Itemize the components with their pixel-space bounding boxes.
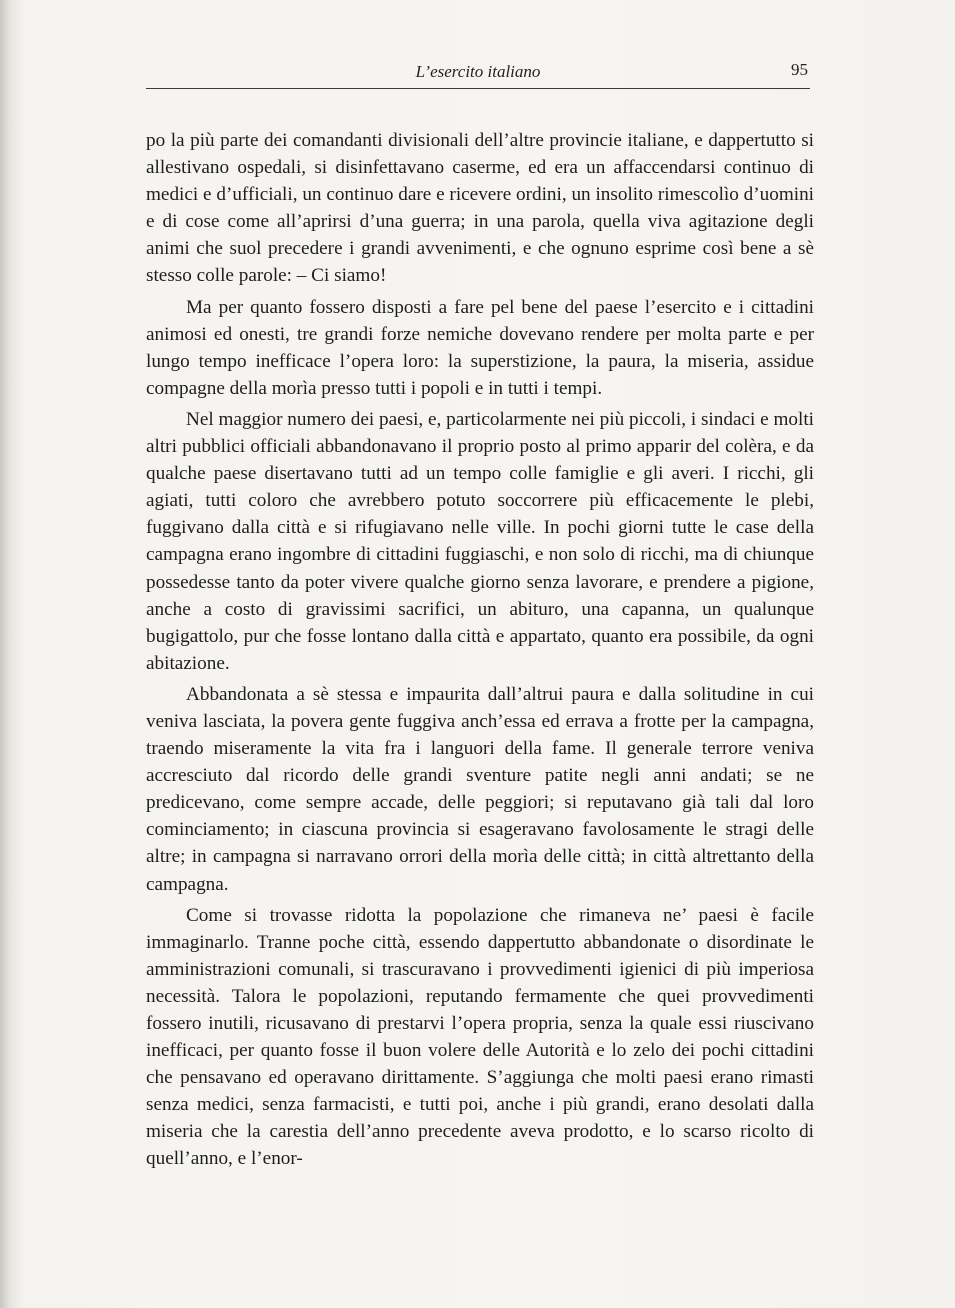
body-text: [146, 127, 814, 1173]
running-header: [146, 60, 810, 89]
paragraph-5: Come si trovasse ridotta la popolazione che rimaneva ne’ paesi è facile immaginarlo. Tranne poche città, essendo dappertutto abbandonate o disordinate le amministrazioni comunali, si trascuravano i provvedimenti igienici di più imperiosa necessità. Talora le popolazioni, reputando fermamente che quei provvedimenti fossero inutili, ricusavano di prestarvi l’opera propria, senza la quale essi riuscivano inefficaci, per quanto fosse il buon volere delle Autorità e lo zelo dei pochi cittadini che pensavano ed operavano dirittamente. S’aggiunga che molti paesi erano rimasti senza medici, senza farmacisti, e tutti poi, anche i più grandi, erano desolati dalla miseria che la carestia dell’anno precedente aveva prodotto, e lo scarso ricolto di quell’anno, e l’enor-: [146, 904, 814, 1170]
running-title: L’esercito italiano: [415, 62, 541, 81]
paragraph-2: Ma per quanto fossero disposti a fare pel bene del paese l’esercito e i cittadini animosi ed onesti, tre grandi forze nemiche dovevano rendere per molta parte e per lungo tempo inefficace l’opera loro: la superstizione, la paura, la miseria, assidue compagne della morìa presso tutti i popoli e in tutti i tempi.: [146, 296, 814, 399]
paragraph-3: Nel maggior numero dei paesi, e, particolarmente nei più piccoli, i sindaci e molti altri pubblici officiali abbandonavano il proprio posto al primo apparir del colèra, e da qualche paese disertavano tutti ad un tempo colle famiglie e gli averi. I ricchi, gli agiati, tutti coloro che avrebbero potuto soccorrere più efficacemente le plebi, fuggivano dalla città e si rifugiavano nelle ville. In pochi giorni tutte le case della campagna erano ingombre di cittadini fuggiaschi, e non solo di ricchi, ma di chiunque possedesse tanto da poter vivere qualche giorno senza lavorare, e prendere a pigione, anche a costo di gravissimi sacrifici, un abituro, una capanna, un qualunque bugigattolo, pur che fosse lontano dalla città e appartato, quanto era possibile, da ogni abitazione.: [146, 408, 814, 674]
paragraph-1: po la più parte dei comandanti divisionali dell’altre provincie italiane, e dappertutto si allestivano ospedali, si disinfettavano caserme, ed era un affaccendarsi continuo di medici e d’ufficiali, un continuo dare e ricevere ordini, un insolito rimescolìo d’uomini e di cose come all’aprirsi d’una guerra; in una parola, quella viva agitazione degli animi che suol precedere i grandi avvenimenti, e che ognuno esprime così bene a sè stesso colle parole: – Ci siamo!: [146, 130, 814, 287]
paragraph-4: Abbandonata a sè stessa e impaurita dall’altrui paura e dalla solitudine in cui veniva lasciata, la povera gente fuggiva anch’essa ed errava a frotte per la campagna, traendo miseramente la vita fra i languori della fame. Il generale terrore veniva accresciuto dal ricordo delle grandi sventure patite negli anni andati; se ne predicevano, come sempre accade, delle peggiori; si reputavano già tali dal loro cominciamento; in ciascuna provincia si esageravano favolosamente le stragi delle altre; in campagna si narravano orrori della morìa delle città; in città altrettanto della campagna.: [146, 683, 814, 895]
page-number: 95: [791, 60, 808, 79]
